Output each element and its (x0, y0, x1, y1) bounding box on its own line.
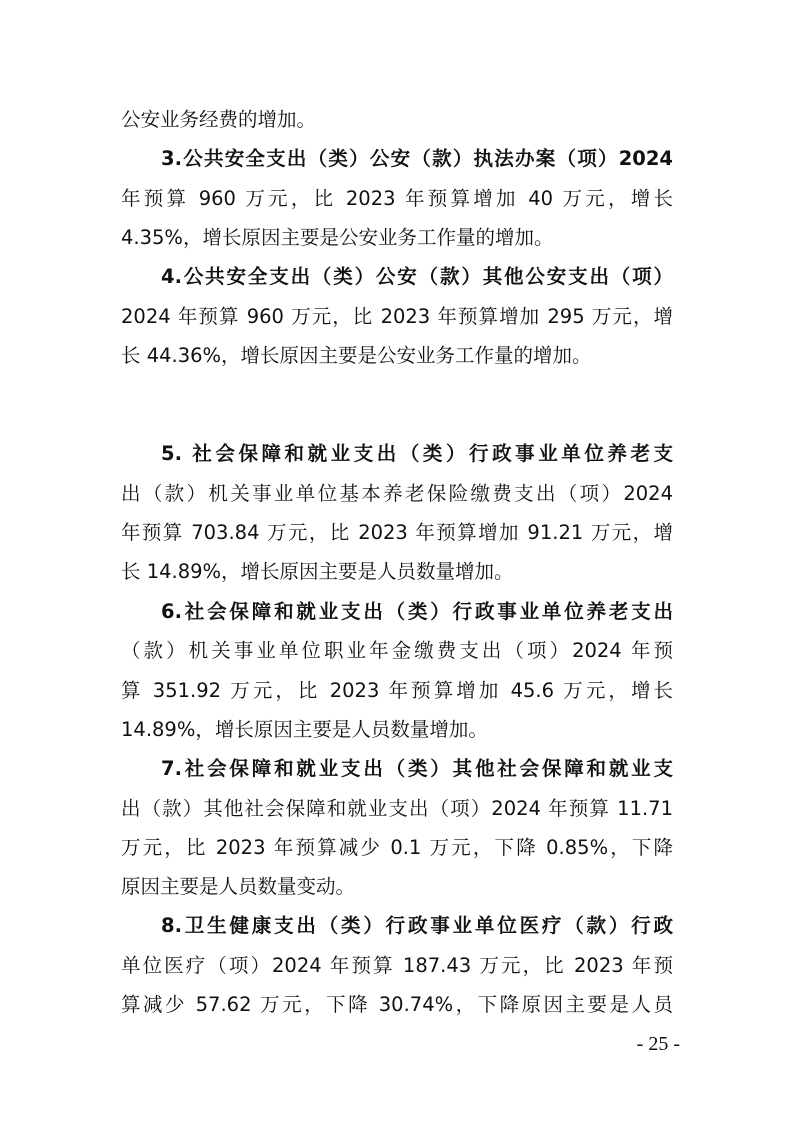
text-line: 原因主要是人员数量变动。 (121, 875, 356, 898)
item-3-heading: 3.公共安全支出（类）公安（款）执法办案（项）2024 (161, 147, 673, 170)
page-number: - 25 - (636, 1033, 680, 1055)
text-line: 出（款）机关事业单位基本养老保险缴费支出（项）2024 (121, 482, 673, 505)
text-line: 出（款）其他社会保障和就业支出（项）2024 年预算 11.71 (121, 797, 673, 820)
text-line: 公安业务经费的增加。 (121, 108, 317, 131)
text-line: 4.35%，增长原因主要是公安业务工作量的增加。 (121, 226, 554, 249)
text-line: 算 351.92 万元，比 2023 年预算增加 45.6 万元，增长 (121, 679, 673, 702)
item-4-heading: 4.公共安全支出（类）公安（款）其他公安支出（项） (161, 265, 673, 288)
text-line: 14.89%，增长原因主要是人员数量增加。 (121, 718, 488, 741)
text-line: 长 44.36%，增长原因主要是公安业务工作量的增加。 (121, 344, 592, 367)
text-line: 单位医疗（项）2024 年预算 187.43 万元，比 2023 年预 (121, 954, 673, 977)
text-line: 算减少 57.62 万元，下降 30.74%，下降原因主要是人员 (121, 993, 673, 1016)
item-5-heading: 5. 社会保障和就业支出（类）行政事业单位养老支 (161, 442, 673, 465)
text-line: 长 14.89%，增长原因主要是人员数量增加。 (121, 560, 514, 583)
text-line: 万元，比 2023 年预算减少 0.1 万元，下降 0.85%，下降 (121, 836, 673, 859)
text-line: 年预算 703.84 万元，比 2023 年预算增加 91.21 万元，增 (121, 521, 673, 544)
text-line: 年预算 960 万元，比 2023 年预算增加 40 万元，增长 (121, 187, 673, 210)
text-line: （款）机关事业单位职业年金缴费支出（项）2024 年预 (121, 639, 673, 662)
item-6-heading: 6.社会保障和就业支出（类）行政事业单位养老支出 (161, 600, 673, 623)
item-8-heading: 8.卫生健康支出（类）行政事业单位医疗（款）行政 (161, 914, 673, 937)
text-line: 2024 年预算 960 万元，比 2023 年预算增加 295 万元，增 (121, 305, 673, 328)
item-7-heading: 7.社会保障和就业支出（类）其他社会保障和就业支 (161, 757, 673, 780)
